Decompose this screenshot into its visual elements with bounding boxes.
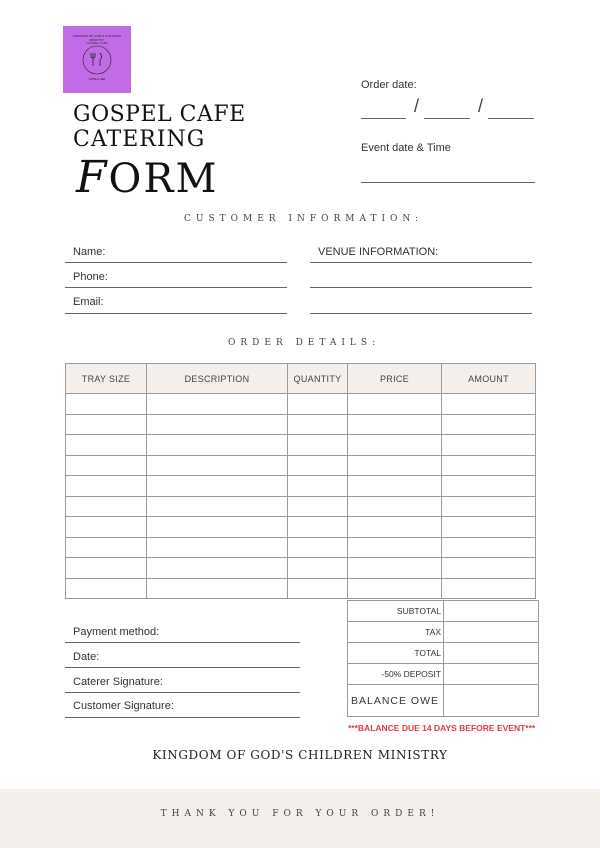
table-cell[interactable] bbox=[288, 517, 348, 538]
table-cell[interactable] bbox=[348, 394, 442, 415]
order-table-header bbox=[66, 364, 536, 394]
order-table bbox=[65, 363, 536, 599]
order-date-month-field[interactable] bbox=[361, 118, 406, 119]
email-field[interactable] bbox=[65, 313, 287, 314]
tax-label: TAX bbox=[348, 622, 444, 643]
footer-thank-you: THANK YOU FOR YOUR ORDER! bbox=[160, 809, 440, 819]
balance-row bbox=[348, 685, 539, 717]
table-cell[interactable] bbox=[348, 578, 442, 599]
header-tray-size: TRAY SIZE bbox=[66, 364, 147, 394]
event-date-field[interactable] bbox=[361, 182, 535, 183]
table-cell[interactable] bbox=[147, 414, 288, 435]
table-cell[interactable] bbox=[66, 435, 147, 456]
table-row bbox=[66, 578, 536, 599]
venue-field-3[interactable] bbox=[310, 313, 532, 314]
table-cell[interactable] bbox=[288, 578, 348, 599]
logo-top-text: KINGDOM OF GOD'S CHILDREN MINISTRY bbox=[72, 34, 122, 42]
table-cell[interactable] bbox=[288, 537, 348, 558]
table-row bbox=[66, 517, 536, 538]
table-cell[interactable] bbox=[147, 476, 288, 497]
table-cell[interactable] bbox=[147, 517, 288, 538]
subtotal-row bbox=[348, 601, 539, 622]
deposit-row bbox=[348, 664, 539, 685]
table-cell[interactable] bbox=[66, 496, 147, 517]
name-label: Name: bbox=[73, 246, 106, 258]
payment-method-label: Payment method: bbox=[73, 626, 160, 638]
ministry-name: KINGDOM OF GOD'S CHILDREN MINISTRY bbox=[152, 748, 448, 762]
table-cell[interactable] bbox=[348, 496, 442, 517]
total-label: TOTAL bbox=[348, 643, 444, 664]
table-cell[interactable] bbox=[288, 414, 348, 435]
table-cell[interactable] bbox=[147, 496, 288, 517]
venue-label: VENUE INFORMATION: bbox=[318, 246, 439, 258]
tax-row bbox=[348, 622, 539, 643]
header-quantity: QUANTITY bbox=[288, 364, 348, 394]
header-price: PRICE bbox=[348, 364, 442, 394]
order-date-day-field[interactable] bbox=[424, 118, 470, 119]
phone-label: Phone: bbox=[73, 271, 108, 283]
table-cell[interactable] bbox=[147, 578, 288, 599]
name-field[interactable] bbox=[65, 262, 287, 263]
balance-value[interactable] bbox=[444, 685, 539, 717]
table-cell[interactable] bbox=[147, 435, 288, 456]
table-cell[interactable] bbox=[348, 517, 442, 538]
customer-signature-label: Customer Signature: bbox=[73, 700, 174, 712]
balance-label: BALANCE OWE bbox=[348, 685, 444, 717]
table-cell[interactable] bbox=[348, 435, 442, 456]
table-cell[interactable] bbox=[66, 414, 147, 435]
order-section-title: ORDER DETAILS: bbox=[228, 338, 381, 348]
header-description: DESCRIPTION bbox=[147, 364, 288, 394]
table-cell[interactable] bbox=[288, 435, 348, 456]
caterer-signature-label: Caterer Signature: bbox=[73, 676, 163, 688]
table-row bbox=[66, 435, 536, 456]
event-date-label: Event date & Time bbox=[361, 142, 451, 154]
table-cell[interactable] bbox=[66, 394, 147, 415]
table-cell[interactable] bbox=[66, 578, 147, 599]
customer-signature-field[interactable] bbox=[65, 717, 300, 718]
subtotal-label: SUBTOTAL bbox=[348, 601, 444, 622]
email-label: Email: bbox=[73, 296, 104, 308]
title-line-2: CATERING bbox=[73, 127, 206, 152]
title-form-rest: ORM bbox=[108, 156, 219, 202]
order-date-label: Order date: bbox=[361, 79, 417, 91]
deposit-value[interactable] bbox=[444, 664, 539, 685]
table-cell[interactable] bbox=[348, 558, 442, 579]
logo bbox=[63, 26, 131, 93]
payment-method-field[interactable] bbox=[65, 642, 300, 643]
table-cell[interactable] bbox=[442, 394, 536, 415]
table-cell[interactable] bbox=[348, 537, 442, 558]
caterer-signature-field[interactable] bbox=[65, 692, 300, 693]
deposit-label: -50% DEPOSIT bbox=[348, 664, 444, 685]
table-cell[interactable] bbox=[442, 435, 536, 456]
table-row bbox=[66, 496, 536, 517]
balance-due-warning: ***BALANCE DUE 14 DAYS BEFORE EVENT*** bbox=[348, 723, 536, 733]
venue-field-1[interactable] bbox=[310, 262, 532, 263]
date-separator: / bbox=[478, 96, 484, 116]
table-cell[interactable] bbox=[442, 414, 536, 435]
venue-field-2[interactable] bbox=[310, 287, 532, 288]
table-row bbox=[66, 414, 536, 435]
title-line-3 bbox=[76, 152, 218, 203]
title-script-letter: F bbox=[76, 152, 109, 203]
title-line-1: GOSPEL CAFE bbox=[73, 102, 246, 127]
table-cell[interactable] bbox=[442, 558, 536, 579]
table-cell[interactable] bbox=[348, 476, 442, 497]
date-label: Date: bbox=[73, 651, 100, 663]
table-cell[interactable] bbox=[66, 558, 147, 579]
total-value[interactable] bbox=[444, 643, 539, 664]
table-cell[interactable] bbox=[442, 455, 536, 476]
table-row bbox=[66, 558, 536, 579]
table-cell[interactable] bbox=[348, 414, 442, 435]
header-amount: AMOUNT bbox=[442, 364, 536, 394]
date-separator: / bbox=[414, 96, 420, 116]
logo-ring-text: GOSPEL CAFE bbox=[86, 41, 108, 45]
table-cell[interactable] bbox=[442, 496, 536, 517]
totals-table bbox=[347, 600, 539, 717]
table-cell[interactable] bbox=[147, 455, 288, 476]
table-cell[interactable] bbox=[147, 558, 288, 579]
subtotal-value[interactable] bbox=[444, 601, 539, 622]
phone-field[interactable] bbox=[65, 287, 287, 288]
table-cell[interactable] bbox=[66, 455, 147, 476]
table-cell[interactable] bbox=[66, 537, 147, 558]
table-cell[interactable] bbox=[288, 558, 348, 579]
table-cell[interactable] bbox=[442, 476, 536, 497]
table-cell[interactable] bbox=[288, 394, 348, 415]
table-cell[interactable] bbox=[288, 496, 348, 517]
table-cell[interactable] bbox=[66, 517, 147, 538]
table-cell[interactable] bbox=[442, 517, 536, 538]
tax-value[interactable] bbox=[444, 622, 539, 643]
table-cell[interactable] bbox=[288, 455, 348, 476]
table-cell[interactable] bbox=[442, 578, 536, 599]
table-cell[interactable] bbox=[66, 476, 147, 497]
table-cell[interactable] bbox=[147, 537, 288, 558]
table-row bbox=[66, 537, 536, 558]
customer-section-title: CUSTOMER INFORMATION: bbox=[184, 214, 424, 224]
date-field[interactable] bbox=[65, 667, 300, 668]
table-row bbox=[66, 455, 536, 476]
table-cell[interactable] bbox=[288, 476, 348, 497]
table-row bbox=[66, 476, 536, 497]
total-row bbox=[348, 643, 539, 664]
table-row bbox=[66, 394, 536, 415]
table-cell[interactable] bbox=[442, 537, 536, 558]
table-cell[interactable] bbox=[348, 455, 442, 476]
order-date-year-field[interactable] bbox=[488, 118, 534, 119]
table-cell[interactable] bbox=[147, 394, 288, 415]
logo-bottom-text: TASTE & SEE bbox=[88, 78, 106, 81]
